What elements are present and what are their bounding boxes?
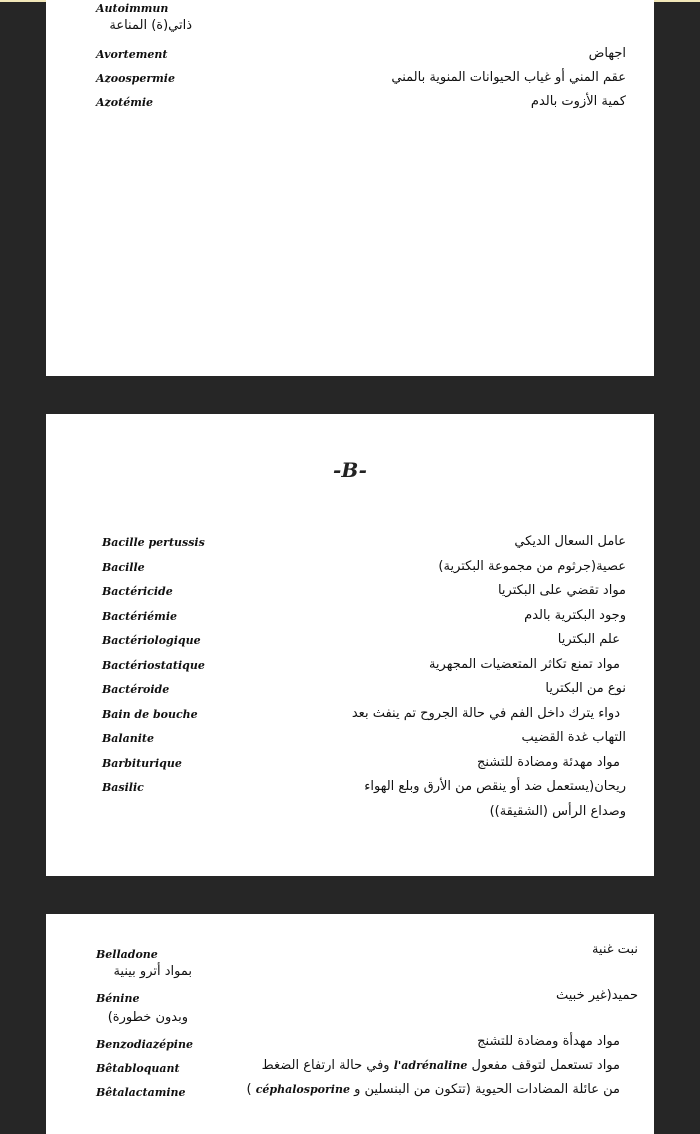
- term-entry: Bactériostatique: [102, 659, 205, 672]
- term-entry: Bactériémie: [102, 610, 177, 623]
- term-avortement: Avortement: [96, 48, 168, 61]
- arabic-entry: نوع من البكتريا: [545, 681, 626, 696]
- term-entry: Bactéricide: [102, 585, 173, 598]
- arabic-entry: مواد مهدئة ومضادة للتشنج: [476, 755, 620, 770]
- arabic-entry-wrap: بمواد أترو بينية: [113, 964, 192, 979]
- arabic-entry: علم البكتريا: [557, 632, 620, 647]
- arabic-entry-wrap: وبدون خطورة): [107, 1010, 188, 1025]
- arabic-entry: عامل السعال الديكي: [514, 534, 626, 549]
- arabic-part: من عائلة المضادات الحيوية (تتكون من البنسلين و: [354, 1082, 620, 1097]
- arabic-entry: التهاب غدة القضيب: [521, 730, 626, 745]
- arabic-autoimmun: ذاتي(ة) المناعة: [109, 18, 192, 33]
- arabic-entry: وجود البكترية بالدم: [524, 608, 626, 623]
- term-entry: Bactéroide: [102, 683, 170, 696]
- term-entry: Bacille: [102, 561, 145, 574]
- term-entry: Bacille pertussis: [102, 536, 205, 549]
- term-autoimmun: Autoimmun: [96, 2, 169, 15]
- arabic-entry: [247, 1082, 620, 1097]
- term-entry: Barbiturique: [102, 757, 182, 770]
- section-letter-heading: -B-: [333, 458, 367, 482]
- arabic-azoospermie: عقم المني أو غياب الحيوانات المنوية بالمني: [391, 70, 626, 85]
- term-azotemie: Azotémie: [96, 96, 154, 109]
- term-azoospermie: Azoospermie: [96, 72, 175, 85]
- arabic-azotemie: كمية الأزوت بالدم: [530, 94, 626, 109]
- arabic-avortement: اجهاض: [588, 46, 626, 61]
- term-entry: Bain de bouche: [102, 708, 198, 721]
- arabic-entry: ريحان(يستعمل ضد أو ينقص من الأرق وبلع الهواء: [364, 779, 626, 794]
- arabic-entry: مواد تمنع تكاثر المتعضيات المجهرية: [428, 657, 620, 672]
- arabic-entry: مواد تقضي على البكتريا: [497, 583, 626, 598]
- arabic-entry: مواد مهدأة ومضادة للتشنج: [477, 1034, 620, 1049]
- term-entry: Bêtalactamine: [96, 1086, 186, 1099]
- term-entry: Bactériologique: [102, 634, 201, 647]
- inline-french-term: l'adrénaline: [393, 1059, 468, 1072]
- term-entry: Balanite: [102, 732, 154, 745]
- document-page-2: [46, 414, 654, 876]
- document-page-1: [46, 0, 654, 376]
- arabic-part: مواد تستعمل لتوقف مفعول: [471, 1058, 620, 1073]
- arabic-part: ): [246, 1082, 252, 1097]
- term-entry: Belladone: [96, 948, 158, 961]
- arabic-entry: حميد(غير خبيث: [555, 988, 638, 1003]
- inline-french-term: céphalosporine: [255, 1083, 350, 1096]
- term-entry: Bénine: [96, 992, 140, 1005]
- arabic-entry: عصية(جرثوم من مجموعة البكترية): [438, 559, 626, 574]
- term-entry: Basilic: [102, 781, 144, 794]
- arabic-entry: دواء يترك داخل الفم في حالة الجروح تم ينفث بعد: [351, 706, 620, 721]
- document-page-3: [46, 914, 654, 1134]
- arabic-continuation: وصداع الرأس (الشقيقة)): [489, 804, 626, 819]
- term-entry: Benzodiazépine: [96, 1038, 193, 1051]
- arabic-entry: نبت غنية: [591, 942, 638, 957]
- arabic-part: وفي حالة ارتفاع الضغط: [261, 1058, 390, 1073]
- term-entry: Bêtabloquant: [96, 1062, 180, 1075]
- arabic-entry: [262, 1058, 620, 1073]
